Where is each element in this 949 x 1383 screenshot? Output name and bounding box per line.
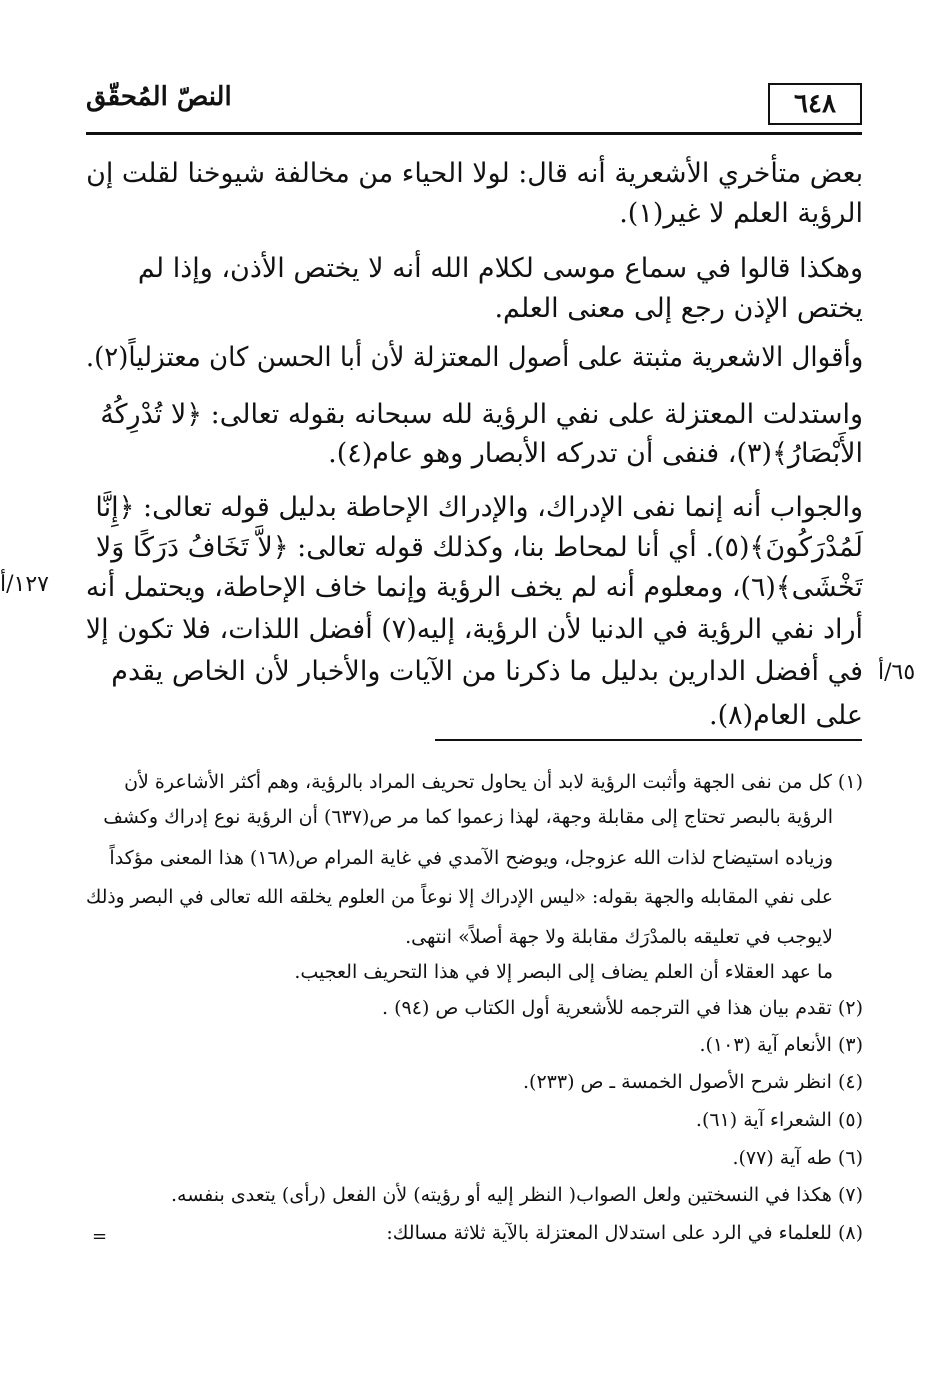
- text-line: في أفضل الدارين بدليل ما ذكرنا من الآيات والأخبار لأن الخاص يقدم: [111, 656, 863, 687]
- running-header-title: النصّ المُحقّق: [86, 82, 232, 112]
- text-line: واستدلت المعتزلة على نفي الرؤية لله سبحانه بقوله تعالى: ﴿لا تُدْرِكُهُ: [100, 399, 863, 430]
- footnote-line: (١) كل من نفى الجهة وأثبت الرؤية لابد أن يحاول تحريف المراد بالرؤية، وهم أكثر الأشاعرة لأن: [124, 771, 863, 793]
- footnote-line: (٧) هكذا في النسختين ولعل الصواب( النظر إليه أو رؤيته) لأن الفعل (رأى) يتعدى بنفسه.: [171, 1184, 863, 1206]
- footnote-line: الرؤية بالبصر تحتاج إلى مقابلة وجهة، لهذا زعموا كما مر ص(٦٣٧) أن الرؤية نوع إدراك وكشف: [103, 806, 833, 828]
- text-line: على العام(٨).: [708, 700, 863, 731]
- text-line: والجواب أنه إنما نفى الإدراك، والإدراك الإحاطة بدليل قوله تعالى: ﴿إِنَّا: [95, 492, 863, 523]
- footnote-line: لايوجب في تعليقه بالمدْرَك مقابلة ولا جهة أصلاً» انتهى.: [405, 926, 833, 948]
- text-line: بعض متأخري الأشعرية أنه قال: لولا الحياء من مخالفة شيوخنا لقلت إن: [86, 158, 863, 189]
- text-line: الأَبْصَارُ﴾(٣)، فنفى أن تدركه الأبصار وهو عام(٤).: [328, 438, 863, 469]
- footnote-line: وزياده استيضاح لذات الله عزوجل، ويوضح الآمدي في غاية المرام ص(١٦٨) هذا المعنى مؤكداً: [109, 847, 833, 869]
- text-line: الرؤية العلم لا غير(١).: [619, 198, 863, 229]
- text-line: أراد نفي الرؤية في الدنيا لأن الرؤية، إليه(٧) أفضل اللذات، فلا تكون إلا: [85, 614, 863, 645]
- footnote-line: (٨) للعلماء في الرد على استدلال المعتزلة بالآية ثلاثة مسالك:: [386, 1222, 863, 1244]
- text-line: يختص الإذن رجع إلى معنى العلم.: [494, 293, 863, 324]
- text-line: وهكذا قالوا في سماع موسى لكلام الله أنه لا يختص الأذن، وإذا لم: [137, 253, 863, 284]
- text-line: لَمُدْرَكُونَ﴾(٥). أي أنا لمحاط بنا، وكذلك قوله تعالى: ﴿لاَّ تَخَافُ دَرَكًا وَلا: [95, 532, 863, 563]
- footnote-line: على نفي المقابله والجهة بقوله: «ليس الإدراك إلا نوعاً من العلوم يخلقه الله تعالى في البصر وذلك: [86, 886, 833, 908]
- footnote-line: (٥) الشعراء آية (٦١).: [695, 1109, 863, 1131]
- footnote-line: ما عهد العقلاء أن العلم يضاف إلى البصر إلا في هذا التحريف العجيب.: [294, 961, 833, 983]
- margin-note-folio: ١٢٧/أ: [0, 572, 49, 597]
- text-line: تَخْشَى﴾(٦)، ومعلوم أنه لم يخف الرؤية وإنما خاف الإحاطة، ويحتمل أنه: [86, 572, 863, 603]
- footnote-rule: [435, 739, 862, 741]
- page-number-box: [768, 83, 862, 125]
- footnote-line: (٦) طه آية (٧٧).: [732, 1147, 863, 1169]
- page-number: ٦٤٨: [794, 89, 836, 119]
- continuation-mark: =: [92, 1226, 108, 1247]
- footnote-line: (٣) الأنعام آية (١٠٣).: [699, 1034, 863, 1056]
- footnote-line: (٤) انظر شرح الأصول الخمسة ـ ص (٢٣٣).: [523, 1071, 863, 1093]
- header-rule: [86, 132, 862, 135]
- margin-note-folio: ٦٥/أ: [878, 660, 916, 685]
- text-line: وأقوال الاشعرية مثبتة على أصول المعتزلة لأن أبا الحسن كان معتزلياً(٢).: [85, 342, 863, 373]
- footnote-line: (٢) تقدم بيان هذا في الترجمه للأشعرية أول الكتاب ص (٩٤) .: [382, 997, 863, 1019]
